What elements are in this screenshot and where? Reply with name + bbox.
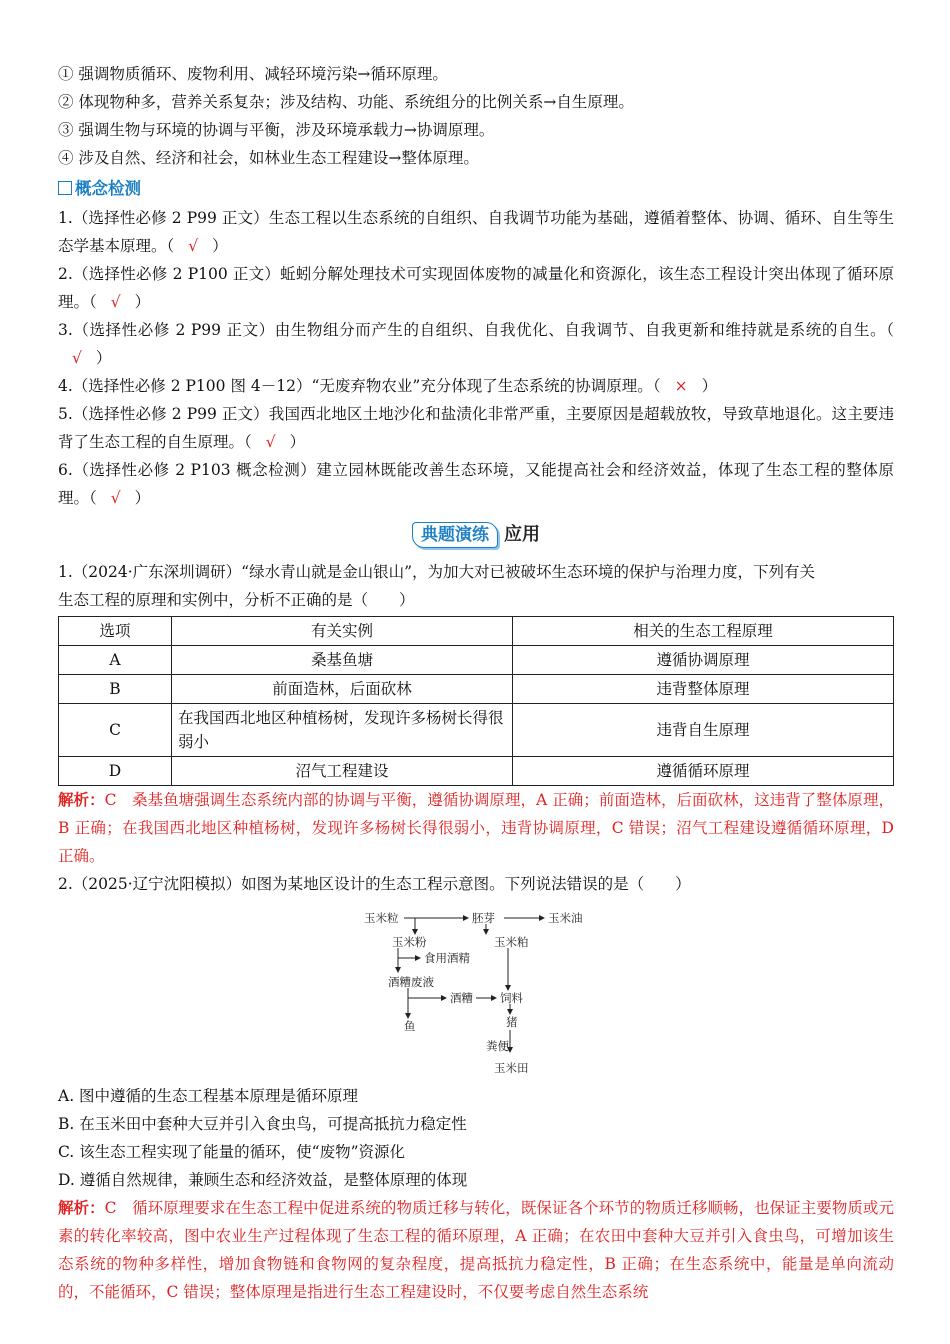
concept-item-text: 1.（选择性必修 2 P99 正文）生态工程以生态系统的自组织、自我调节功能为基础，遵循着整体、协调、循环、自生等生态学基本原理。 xyxy=(58,209,894,255)
diagram-node: 胚芽 xyxy=(472,911,495,925)
concept-check-list xyxy=(58,204,894,512)
principle-3: ③ 强调生物与环境的协调与平衡，涉及环境承载力→协调原理。 xyxy=(58,121,495,139)
table-cell: 沼气工程建设 xyxy=(172,757,513,786)
option-b: B. 在玉米田中套种大豆并引入食虫鸟，可提高抵抗力稳定性 xyxy=(58,1115,467,1133)
concept-item-3 xyxy=(58,316,894,372)
table-cell: A xyxy=(59,646,172,675)
principle-1: ① 强调物质循环、废物利用、减轻环境污染→循环原理。 xyxy=(58,65,448,83)
bracket-open: （ xyxy=(166,237,175,255)
bracket-close: ） xyxy=(289,433,306,451)
question-2-analysis xyxy=(58,1194,894,1306)
check-mark: √ xyxy=(110,293,121,311)
table-header-row xyxy=(59,617,894,646)
table-header: 有关实例 xyxy=(172,617,513,646)
principles-list xyxy=(58,60,894,172)
bracket-close: ） xyxy=(134,293,151,311)
options-table xyxy=(58,616,894,786)
page xyxy=(58,60,894,1306)
analysis-label: 解析： xyxy=(58,1198,105,1217)
bracket-open: （ xyxy=(244,433,252,451)
diagram-node: 酒糟 xyxy=(450,991,473,1005)
concept-item-5 xyxy=(58,400,894,456)
diagram-node: 玉米油 xyxy=(548,911,583,925)
table-cell: 桑基鱼塘 xyxy=(172,646,513,675)
principle-2: ② 体现物种多，营养关系复杂；涉及结构、功能、系统组分的比例关系→自生原理。 xyxy=(58,93,634,111)
cross-mark: × xyxy=(674,377,688,395)
check-mark: √ xyxy=(188,237,199,255)
concept-item-4 xyxy=(58,372,894,400)
bracket-close: ） xyxy=(212,237,228,255)
diagram-node: 玉米田 xyxy=(494,1061,529,1075)
table-row xyxy=(59,704,894,757)
bracket-open: （ xyxy=(886,321,894,339)
table-row xyxy=(59,757,894,786)
bracket-open: （ xyxy=(89,293,97,311)
bracket-close: ） xyxy=(95,349,112,367)
bracket-open: （ xyxy=(652,377,661,395)
table-cell: C xyxy=(59,704,172,757)
concept-item-2 xyxy=(58,260,894,316)
diagram-node: 食用酒精 xyxy=(424,951,470,965)
diagram-node: 玉米粒 xyxy=(364,911,399,925)
table-cell: 违背自生原理 xyxy=(513,704,894,757)
diagram-node: 玉米粕 xyxy=(494,935,529,949)
question-2-stem: 2.（2025·辽宁沈阳模拟）如图为某地区设计的生态工程示意图。下列说法错误的是（ ） xyxy=(58,875,691,893)
table-header: 相关的生态工程原理 xyxy=(513,617,894,646)
section-banner xyxy=(58,522,894,552)
flow-diagram-svg xyxy=(58,902,894,1080)
check-mark: √ xyxy=(72,349,82,367)
bracket-open: （ xyxy=(89,489,97,507)
check-mark: √ xyxy=(265,433,276,451)
question-1-analysis xyxy=(58,786,894,870)
concept-check-title xyxy=(58,174,894,204)
diagram-node: 玉米粉 xyxy=(392,935,427,949)
concept-item-text: 2.（选择性必修 2 P100 正文）蚯蚓分解处理技术可实现固体废物的减量化和资源化，该生态工程设计突出体现了循环原理。 xyxy=(58,265,894,311)
question-1-stem-a: 1.（2024·广东深圳调研）“绿水青山就是金山银山”，为加大对已被破坏生态环境的保护与治理力度，下列有关 xyxy=(58,563,816,581)
diagram-node: 粪便 xyxy=(486,1039,509,1053)
option-a: A. 图中遵循的生态工程基本原理是循环原理 xyxy=(58,1087,359,1105)
table-cell: 遵循循环原理 xyxy=(513,757,894,786)
analysis-label: 解析： xyxy=(58,790,105,809)
diagram-node: 酒糟废液 xyxy=(388,975,434,989)
concept-item-text: 5.（选择性必修 2 P99 正文）我国西北地区土地沙化和盐渍化非常严重，主要原因是超载放牧，导致草地退化。这主要违背了生态工程的自生原理。 xyxy=(58,405,894,451)
table-row xyxy=(59,646,894,675)
table-cell: 前面造林，后面砍林 xyxy=(172,675,513,704)
table-cell: 违背整体原理 xyxy=(513,675,894,704)
banner-suffix: 应用 xyxy=(504,524,540,545)
table-row xyxy=(59,675,894,704)
banner-label: 典题演练 xyxy=(412,522,498,548)
check-mark: √ xyxy=(110,489,121,507)
analysis-text: C 循环原理要求在生态工程中促进系统的物质迁移与转化，既保证各个环节的物质迁移顺畅，也保证主要物质或元素的转化率较高，图中农业生产过程体现了生态工程的循环原理，A 正确；在农田中套种大豆并引入食虫鸟，可增加该生态系统的物种多样性，增加食物链和食物网的复杂程度，提高抵抗力稳定性，B 正确；在生态系统中，能量是单向流动的，不能循环，C 错误；整体原理是指进行生态工程建设时，不仅要考虑自然生态系统 xyxy=(58,1199,894,1301)
table-cell: B xyxy=(59,675,172,704)
concept-check-title-text: 概念检测 xyxy=(75,179,141,198)
ecology-flow-diagram xyxy=(58,902,894,1080)
diagram-node: 鱼 xyxy=(404,1019,416,1033)
table-header: 选项 xyxy=(59,617,172,646)
diagram-node: 饲料 xyxy=(500,991,523,1005)
bracket-close: ） xyxy=(701,377,718,395)
concept-item-text: 4.（选择性必修 2 P100 图 4－12）“无废弃物农业”充分体现了生态系统的协调原理。 xyxy=(58,377,653,395)
principle-4: ④ 涉及自然、经济和社会，如林业生态工程建设→整体原理。 xyxy=(58,149,479,167)
question-1-stem-b: 生态工程的原理和实例中，分析不正确的是（ ） xyxy=(58,591,415,609)
table-cell: 遵循协调原理 xyxy=(513,646,894,675)
option-d: D. 遵循自然规律，兼顾生态和经济效益，是整体原理的体现 xyxy=(58,1171,468,1189)
analysis-text: C 桑基鱼塘强调生态系统内部的协调与平衡，遵循协调原理，A 正确；前面造林，后面砍林，这违背了整体原理，B 正确；在我国西北地区种植杨树，发现许多杨树长得很弱小，违背协调原理，C 错误；沼气工程建设遵循循环原理，D 正确。 xyxy=(58,791,894,865)
diagram-node: 猪 xyxy=(506,1015,518,1029)
concept-item-text: 6.（选择性必修 2 P103 概念检测）建立园林既能改善生态环境，又能提高社会和经济效益，体现了生态工程的整体原理。 xyxy=(58,461,894,507)
bracket-close: ） xyxy=(134,489,151,507)
option-c: C. 该生态工程实现了能量的循环，使“废物”资源化 xyxy=(58,1143,406,1161)
question-2 xyxy=(58,870,894,1306)
concept-item-1 xyxy=(58,204,894,260)
question-1 xyxy=(58,558,894,870)
table-cell: 在我国西北地区种植杨树，发现许多杨树长得很弱小 xyxy=(172,704,513,757)
concept-item-6 xyxy=(58,456,894,512)
concept-item-text: 3.（选择性必修 2 P99 正文）由生物组分而产生的自组织、自我优化、自我调节、自我更新和维持就是系统的自生。 xyxy=(58,321,887,339)
checkbox-icon xyxy=(58,181,72,195)
table-cell: D xyxy=(59,757,172,786)
